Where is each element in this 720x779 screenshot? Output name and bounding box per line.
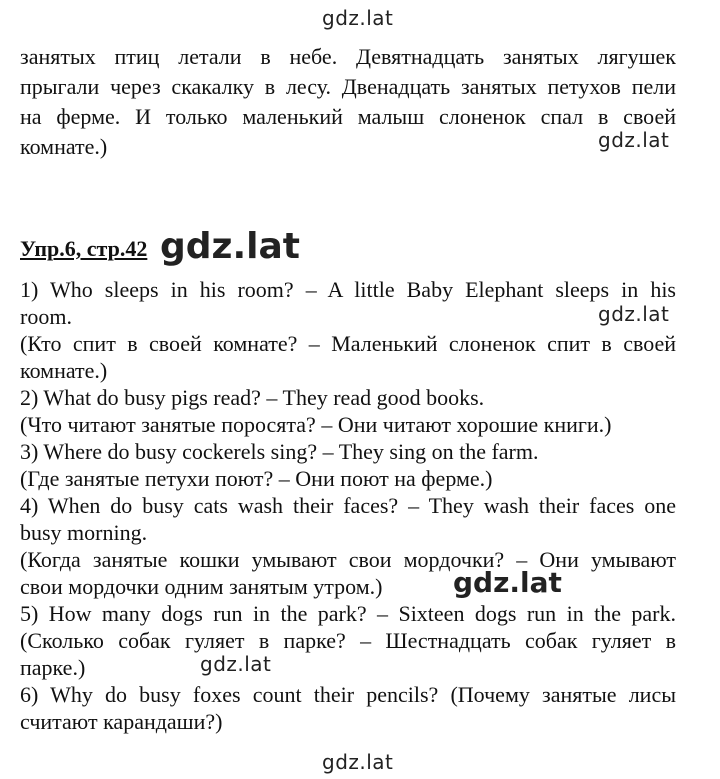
exercise-heading: Упр.6, стр.42: [20, 236, 148, 261]
intro-line-1: занятых птиц летали в небе. Девятнадцать занятых лягушек: [20, 44, 676, 69]
exercise-line-12: свои мордочки одним занятым утром.): [20, 574, 383, 599]
exercise-line-11: (Когда занятые кошки умывают свои мордочки? – Они умывают: [20, 547, 676, 572]
exercise-line-8: (Где занятые петухи поют? – Они поют на ферме.): [20, 466, 493, 491]
intro-line-4: комнате.): [20, 134, 108, 159]
exercise-line-4: комнате.): [20, 358, 108, 383]
exercise-line-13: 5) How many dogs run in the park? – Sixteen dogs run in the park.: [20, 601, 676, 626]
exercise-line-1: 1) Who sleeps in his room? – A little Baby Elephant sleeps in his: [20, 277, 676, 302]
watermark-q4: gdz.lat: [453, 566, 562, 599]
exercise-line-5: 2) What do busy pigs read? – They read good books.: [20, 385, 485, 410]
exercise-line-9: 4) When do busy cats wash their faces? – They wash their faces one: [20, 493, 676, 518]
exercise-line-15: парке.): [20, 655, 86, 680]
intro-line-2: прыгали через скакалку в лесу. Двенадцать занятых петухов пели: [20, 74, 676, 99]
watermark-q1: gdz.lat: [598, 302, 670, 326]
watermark-intro: gdz.lat: [598, 128, 670, 152]
exercise-line-14: (Сколько собак гуляет в парке? – Шестнадцать собак гуляет в: [20, 628, 676, 653]
exercise-line-3: (Кто спит в своей комнате? – Маленький слоненок спит в своей: [20, 331, 676, 356]
exercise-line-2: room.: [20, 304, 72, 329]
exercise-line-10: busy morning.: [20, 520, 148, 545]
watermark-top: gdz.lat: [322, 6, 394, 30]
exercise-line-6: (Что читают занятые поросята? – Они читают хорошие книги.): [20, 412, 612, 437]
watermark-bottom: gdz.lat: [322, 750, 394, 774]
exercise-line-17: считают карандаши?): [20, 709, 223, 734]
exercise-line-16: 6) Why do busy foxes count their pencils? (Почему занятые лисы: [20, 682, 676, 707]
exercise-line-7: 3) Where do busy cockerels sing? – They sing on the farm.: [20, 439, 539, 464]
watermark-q5: gdz.lat: [200, 652, 272, 676]
watermark-heading: gdz.lat: [160, 226, 301, 267]
intro-line-3: на ферме. И только маленький малыш слоненок спал в своей: [20, 104, 676, 129]
